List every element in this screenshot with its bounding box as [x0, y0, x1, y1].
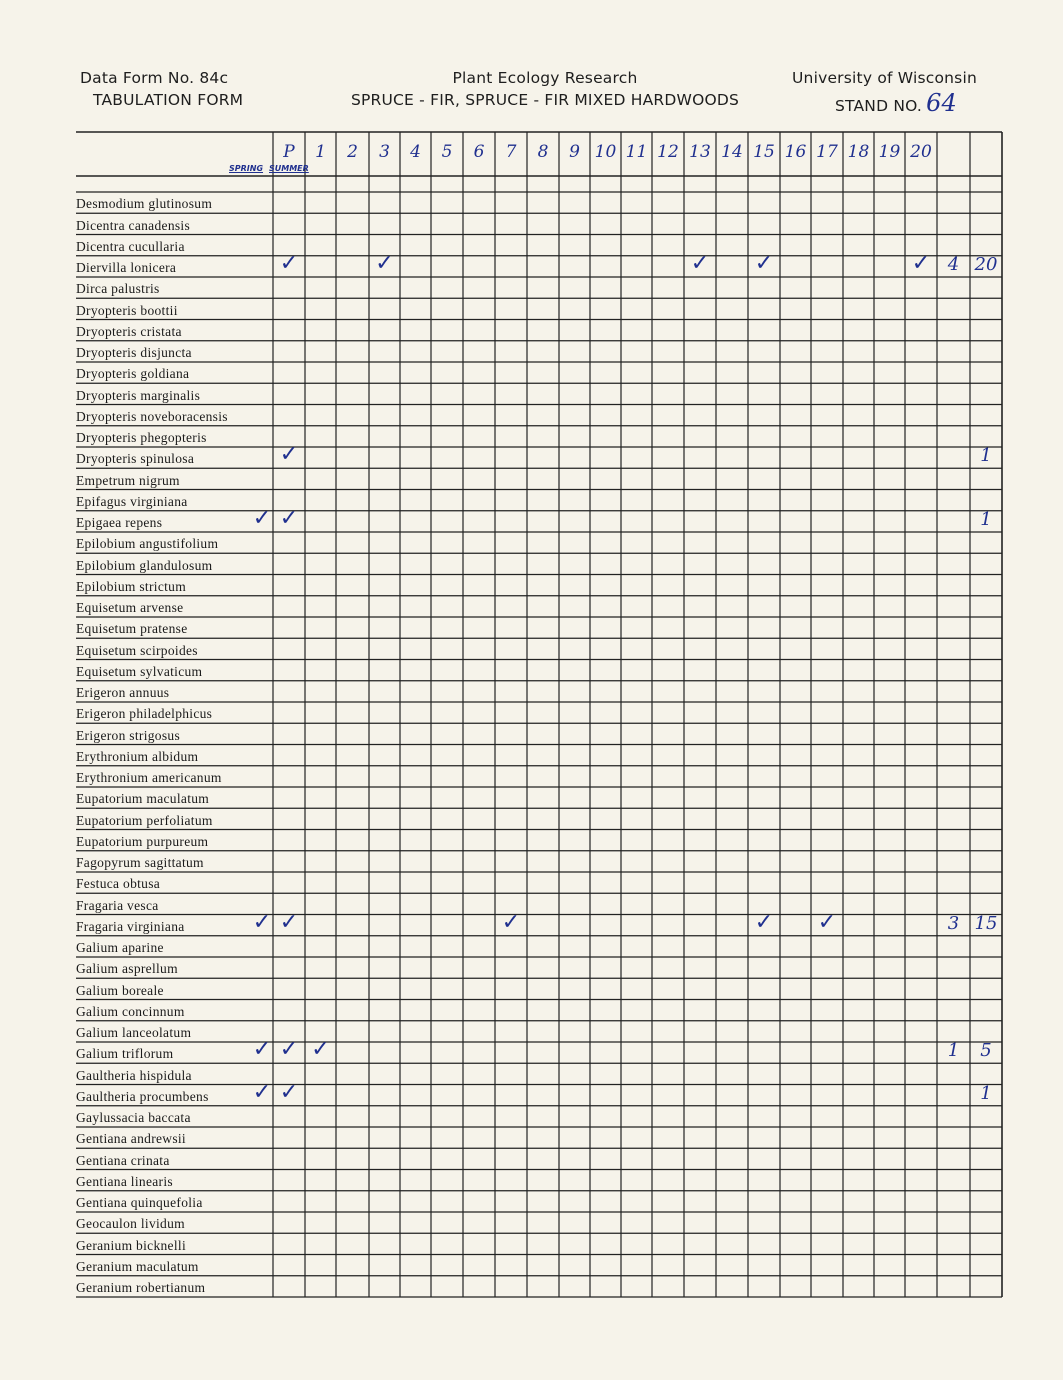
species-name: Gaylussacia baccata	[76, 1110, 191, 1125]
check-mark: ✓	[279, 909, 299, 935]
species-name: Gentiana andrewsii	[76, 1131, 186, 1147]
species-name: Dryopteris phegopteris	[76, 430, 207, 445]
species-name: Equisetum arvense	[76, 600, 184, 615]
species-name: Dryopteris goldiana	[76, 366, 190, 382]
species-name: Galium triflorum	[76, 1046, 174, 1062]
species-name: Erigeron philadelphicus	[76, 706, 213, 722]
season-summer-label: SUMMER	[269, 164, 309, 173]
species-name: Dicentra canadensis	[76, 217, 191, 233]
column-number: 19	[878, 142, 901, 162]
column-number: P	[283, 142, 295, 162]
species-name: Epilobium angustifolium	[76, 536, 219, 552]
check-mark: ✓	[279, 1037, 299, 1063]
species-name: Desmodium glutinosum	[76, 196, 213, 212]
species-name: Erigeron annuus	[76, 685, 170, 700]
check-mark: ✓	[252, 909, 272, 935]
check-mark: ✓	[817, 909, 837, 935]
tally-number: 1	[980, 509, 992, 530]
species-name: Geranium maculatum	[76, 1258, 199, 1274]
check-mark: ✓	[279, 251, 299, 276]
column-number: 7	[505, 142, 517, 162]
species-name: Geranium bicknelli	[76, 1237, 186, 1253]
species-name: Erythronium americanum	[76, 770, 222, 785]
species-name: Empetrum nigrum	[76, 472, 180, 488]
species-name: Erythronium albidum	[76, 748, 199, 764]
species-name: Equisetum scirpoides	[76, 642, 198, 658]
species-name: Erigeron strigosus	[76, 727, 181, 743]
species-name: Epilobium strictum	[76, 578, 187, 594]
column-number: 6	[473, 142, 485, 162]
check-mark: ✓	[279, 1079, 299, 1105]
species-name: Dicentra cucullaria	[76, 238, 185, 254]
species-name: Equisetum sylvaticum	[76, 663, 203, 679]
column-number: 15	[753, 142, 775, 162]
check-mark: ✓	[754, 909, 774, 935]
species-name: Eupatorium maculatum	[76, 791, 210, 807]
forest-type-title: SPRUCE - FIR, SPRUCE - FIR MIXED HARDWOODS	[350, 91, 740, 109]
species-name: Geocaulon lividum	[76, 1216, 185, 1232]
species-name: Eupatorium perfoliatum	[76, 812, 213, 828]
tally-number: 4	[947, 254, 960, 275]
check-mark: ✓	[279, 442, 299, 468]
column-number: 11	[625, 142, 648, 162]
stand-value: 64	[926, 89, 958, 117]
species-name: Galium boreale	[76, 982, 164, 998]
species-name: Dirca palustris	[76, 281, 160, 297]
species-name: Dryopteris boottii	[76, 302, 178, 318]
column-number: 12	[657, 142, 679, 162]
species-name: Fagopyrum sagittatum	[76, 855, 204, 870]
species-name: Galium concinnum	[76, 1003, 185, 1019]
species-name: Galium aparine	[76, 940, 164, 955]
species-name: Dryopteris cristata	[76, 323, 182, 339]
column-number: 16	[784, 142, 807, 162]
tally-number: 1	[980, 445, 992, 467]
column-number: 3	[379, 142, 390, 162]
column-number: 1	[315, 142, 326, 162]
column-number: 10	[594, 142, 617, 162]
check-mark: ✓	[252, 1079, 272, 1105]
species-name: Gentiana linearis	[76, 1173, 173, 1189]
form-number: Data Form No. 84c	[80, 69, 229, 87]
species-name: Dryopteris disjuncta	[76, 345, 192, 360]
column-number: 4	[410, 142, 421, 162]
species-name: Epigaea repens	[76, 515, 163, 530]
column-number: 2	[347, 142, 358, 162]
species-name: Epilobium glandulosum	[76, 557, 213, 573]
tally-number: 15	[974, 912, 998, 934]
species-name: Gaultheria hispidula	[76, 1067, 192, 1083]
stand-label: STAND NO.	[835, 97, 923, 115]
species-name: Fragaria virginiana	[76, 918, 185, 934]
check-mark: ✓	[754, 251, 774, 276]
tally-number: 20	[974, 254, 998, 275]
species-name: Equisetum pratense	[76, 621, 188, 637]
column-number: 5	[441, 142, 453, 162]
check-mark: ✓	[311, 1037, 330, 1063]
tally-number: 1	[947, 1040, 960, 1062]
check-mark: ✓	[690, 251, 710, 276]
species-name: Gentiana crinata	[76, 1152, 170, 1168]
species-name: Galium asprellum	[76, 961, 178, 977]
species-name: Dryopteris noveboracensis	[76, 408, 228, 424]
column-number: 13	[689, 142, 711, 162]
species-name: Epifagus virginiana	[76, 493, 188, 509]
column-number: 9	[569, 142, 580, 162]
check-mark: ✓	[252, 1037, 272, 1063]
species-name: Diervilla lonicera	[76, 260, 177, 275]
column-number: 8	[537, 142, 549, 162]
column-number: 14	[721, 142, 743, 162]
species-name: Dryopteris marginalis	[76, 387, 201, 403]
check-mark: ✓	[501, 909, 521, 935]
check-mark: ✓	[279, 506, 299, 531]
species-name: Galium lanceolatum	[76, 1025, 192, 1040]
species-name: Dryopteris spinulosa	[76, 451, 195, 467]
species-name: Gaultheria procumbens	[76, 1088, 209, 1104]
check-mark: ✓	[911, 251, 931, 276]
species-name: Festuca obtusa	[76, 876, 161, 892]
check-mark: ✓	[375, 251, 394, 276]
species-name: Eupatorium purpureum	[76, 833, 209, 849]
species-name: Fragaria vesca	[76, 897, 159, 913]
column-number: 17	[816, 142, 838, 162]
column-number: 18	[847, 142, 870, 162]
species-name: Gentiana quinquefolia	[76, 1195, 203, 1210]
tally-number: 5	[980, 1040, 992, 1062]
tally-number: 3	[947, 912, 960, 934]
column-number: 20	[910, 142, 932, 162]
research-title: Plant Ecology Research	[452, 69, 638, 87]
university-name: University of Wisconsin	[792, 69, 977, 87]
season-spring-label: SPRING	[229, 164, 264, 173]
form-type: TABULATION FORM	[93, 91, 244, 109]
check-mark: ✓	[252, 506, 272, 531]
species-name: Geranium robertianum	[76, 1280, 206, 1295]
tally-number: 1	[980, 1082, 992, 1104]
